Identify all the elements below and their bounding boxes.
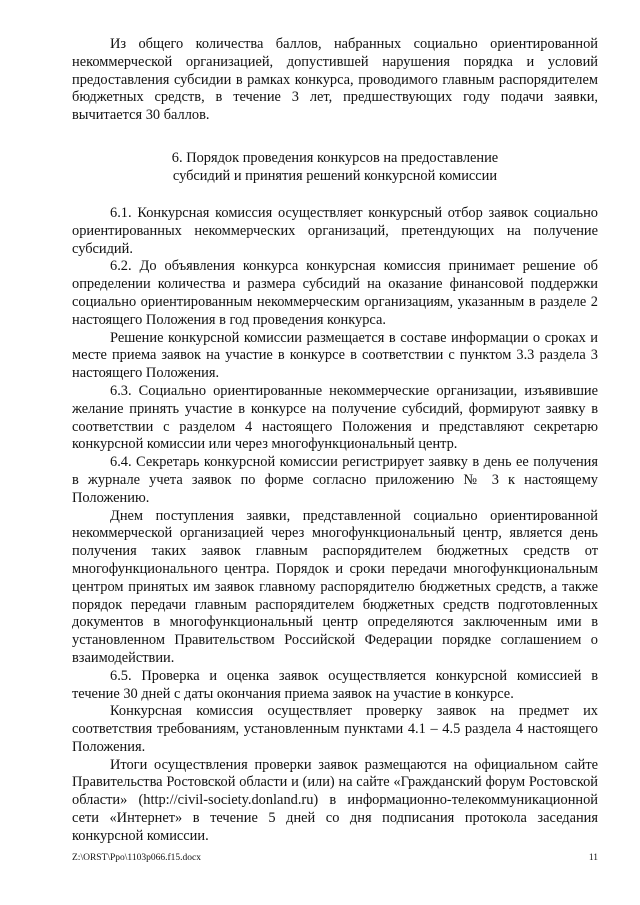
- paragraph-6-3: 6.3. Социально ориентированные некоммерческие организации, изъявившие желание принять участие в конкурсе на получение субсидий, формируют заявку в соответствии с разделом 4 настоящего Положения и представляют секретарю конкурсной комиссии или через многофункциональный центр.: [72, 382, 598, 453]
- paragraph-results: Итоги осуществления проверки заявок размещаются на официальном сайте Правительства Ростовской области и (или) на сайте «Гражданский форум Ростовской области» (http://civil-society.donland.ru) в информационно-телекоммуникационной сети «Интернет» в течение 5 дней со дня подписания протокола заседания конкурсной комиссии.: [72, 756, 598, 844]
- section-heading: [72, 149, 598, 185]
- paragraph-receipt-day: Днем поступления заявки, представленной социально ориентированной некоммерческой организацией через многофункциональный центр, является день получения таких заявок главным распорядителем бюджетных средств от многофункционального центра. Порядок и сроки передачи многофункциональным центром принятых им заявок главному распорядителю бюджетных средств, а также порядок передачи главным распорядителем бюджетных средств подготовленных документов в многофункциональный центр определяются заключенным ими в установленном Правительством Российской Федерации порядке соглашением о взаимодействии.: [72, 507, 598, 666]
- file-path: Z:\ORST\Ppo\1103p066.f15.docx: [72, 853, 201, 863]
- paragraph-6-1: 6.1. Конкурсная комиссия осуществляет конкурсный отбор заявок социально ориентированных некоммерческих организаций, претендующих на получение субсидий.: [72, 204, 598, 257]
- document-page: [72, 36, 598, 846]
- intro-paragraph: Из общего количества баллов, набранных социально ориентированной некоммерческой организацией, допустившей нарушения порядка и условий предоставления субсидии в рамках конкурса, проводимого главным распорядителем бюджетных средств, в течение 3 лет, предшествующих году подачи заявки, вычитается 30 баллов.: [72, 36, 598, 124]
- section-title-line-1: 6. Порядок проведения конкурсов на предоставление: [171, 149, 499, 166]
- paragraph-check: Конкурсная комиссия осуществляет проверку заявок на предмет их соответствия требованиям, установленным пунктами 4.1 – 4.5 раздела 4 настоящего Положения.: [72, 703, 598, 755]
- paragraph-6-4: 6.4. Секретарь конкурсной комиссии регистрирует заявку в день ее получения в журнале учета заявок по форме согласно приложению № 3 к настоящему Положению.: [72, 454, 598, 506]
- section-title-line-2: субсидий и принятия решений конкурсной комиссии: [172, 167, 498, 184]
- paragraph-6-2: 6.2. До объявления конкурса конкурсная комиссия принимает решение об определении количества и размера субсидий на оказание финансовой поддержки социально ориентированным некоммерческим организациям, указанным в разделе 2 настоящего Положения в год проведения конкурса.: [72, 258, 598, 328]
- paragraph-6-5: 6.5. Проверка и оценка заявок осуществляется конкурсной комиссией в течение 30 дней с даты окончания приема заявок на участие в конкурсе.: [72, 667, 598, 702]
- paragraph-decision: Решение конкурсной комиссии размещается в составе информации о сроках и месте приема заявок на участие в конкурсе в соответствии с пунктом 3.3 раздела 3 настоящего Положения.: [72, 329, 598, 382]
- page-number: 11: [588, 853, 598, 863]
